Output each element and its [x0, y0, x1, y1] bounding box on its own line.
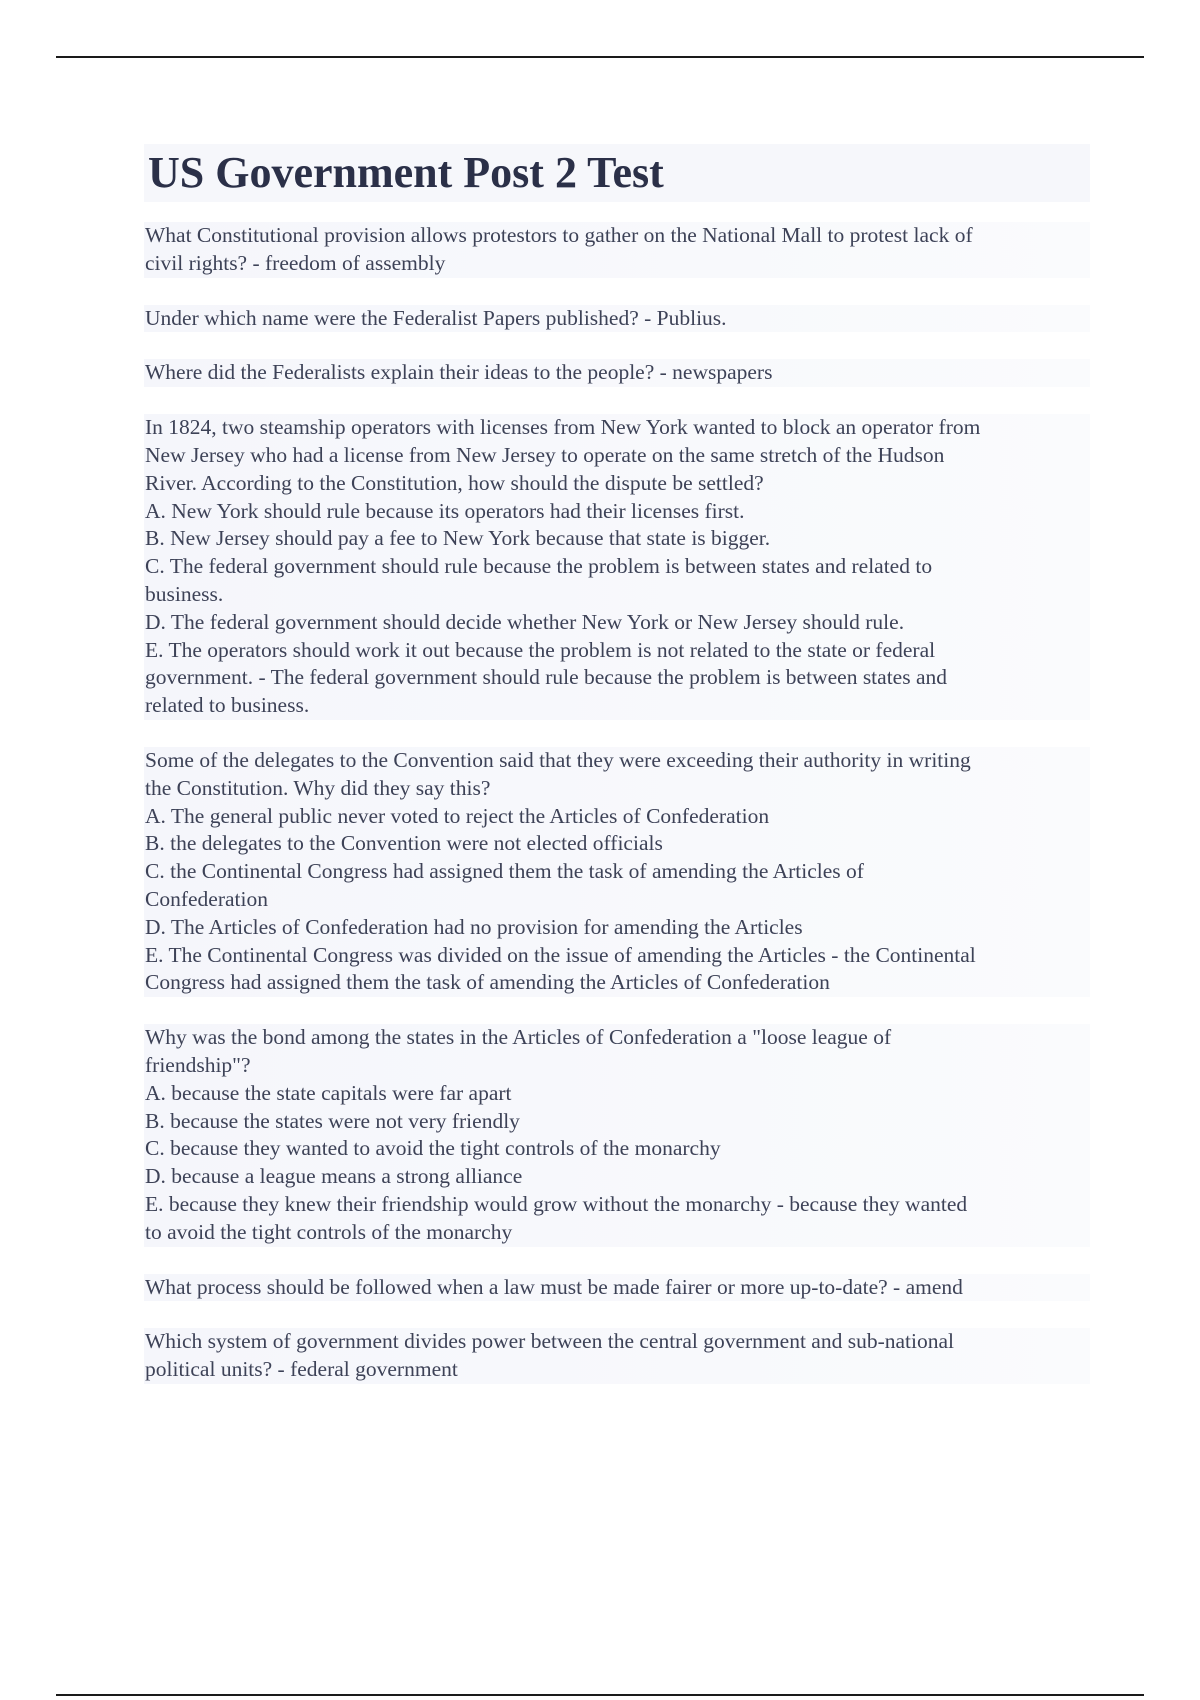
question-line: [144, 858, 1090, 886]
question-line: [144, 914, 1090, 942]
question-line: [144, 1163, 1090, 1191]
top-rule: [56, 56, 1144, 58]
question-line-text: E. The Continental Congress was divided on the issue of amending the Articles - the Continental: [145, 942, 976, 967]
question-line-text: government. - The federal government should rule because the problem is between states and: [145, 665, 947, 690]
question-line-text: Why was the bond among the states in the Articles of Confederation a "loose league of: [145, 1025, 892, 1050]
question-line-text: friendship"?: [145, 1052, 251, 1077]
question-line: [144, 498, 1090, 526]
question-line-text: What process should be followed when a law must be made fairer or more up-to-date? - amend: [145, 1274, 963, 1299]
document-body: [144, 144, 1090, 1411]
question-line: [144, 637, 1090, 665]
question-line: [144, 1052, 1090, 1080]
question-line: [144, 1356, 1090, 1384]
question-line-text: Where did the Federalists explain their ideas to the people? - newspapers: [145, 360, 773, 385]
question-line: [144, 1219, 1090, 1247]
question-block: [144, 1274, 1090, 1302]
question-line: [144, 581, 1090, 609]
question-line: [144, 359, 1090, 387]
question-line-text: civil rights? - freedom of assembly: [145, 250, 446, 275]
question-line-text: business.: [145, 581, 224, 606]
question-block: [144, 747, 1090, 997]
question-line-text: Which system of government divides power between the central government and sub-national: [145, 1329, 954, 1354]
question-line-text: D. because a league means a strong alliance: [145, 1164, 523, 1189]
question-line-text: E. because they knew their friendship would grow without the monarchy - because they wanted: [145, 1191, 968, 1216]
question-block: [144, 359, 1090, 387]
question-line: [144, 1108, 1090, 1136]
question-line-text: Confederation: [145, 886, 268, 911]
question-line: [144, 305, 1090, 333]
question-line: [144, 692, 1090, 720]
question-line-text: What Constitutional provision allows protestors to gather on the National Mall to protest lack of: [145, 223, 973, 247]
question-line: [144, 553, 1090, 581]
question-line: [144, 969, 1090, 997]
question-line: [144, 942, 1090, 970]
question-line: [144, 525, 1090, 553]
question-line: [144, 886, 1090, 914]
question-line-text: related to business.: [145, 693, 310, 718]
question-line: [144, 664, 1090, 692]
question-block: [144, 222, 1090, 278]
question-line: [144, 747, 1090, 775]
question-line: [144, 250, 1090, 278]
question-line-text: to avoid the tight controls of the monarchy: [145, 1219, 513, 1244]
question-line: [144, 1135, 1090, 1163]
question-line-text: B. because the states were not very friendly: [145, 1108, 520, 1133]
question-line-text: B. the delegates to the Convention were not elected officials: [145, 831, 663, 856]
question-line: [144, 1024, 1090, 1052]
question-line-text: E. The operators should work it out because the problem is not related to the state or federal: [145, 637, 936, 662]
question-line-text: A. The general public never voted to reject the Articles of Confederation: [145, 803, 770, 828]
question-line-text: the Constitution. Why did they say this?: [145, 775, 491, 800]
question-block: [144, 414, 1090, 720]
question-line-text: A. because the state capitals were far apart: [145, 1080, 512, 1105]
bottom-rule: [56, 1694, 1144, 1696]
question-line: [144, 442, 1090, 470]
question-line-text: political units? - federal government: [145, 1357, 458, 1382]
question-line: [144, 775, 1090, 803]
question-line-text: River. According to the Constitution, how should the dispute be settled?: [145, 470, 764, 495]
question-line-text: Congress had assigned them the task of amending the Articles of Confederation: [145, 970, 830, 995]
question-block: [144, 305, 1090, 333]
question-block: [144, 1024, 1090, 1246]
question-line-text: C. The federal government should rule because the problem is between states and related to: [145, 554, 933, 579]
question-line: [144, 830, 1090, 858]
question-line-text: New Jersey who had a license from New Jersey to operate on the same stretch of the Hudson: [145, 442, 945, 467]
question-line: [144, 1274, 1090, 1302]
title-bar: [144, 144, 1090, 202]
question-line: [144, 470, 1090, 498]
question-line-text: D. The federal government should decide whether New York or New Jersey should rule.: [145, 609, 905, 634]
question-line-text: C. the Continental Congress had assigned them the task of amending the Articles of: [145, 859, 864, 884]
question-line: [144, 1191, 1090, 1219]
question-line: [144, 1328, 1090, 1356]
document-title: US Government Post 2 Test: [148, 148, 664, 197]
question-line-text: D. The Articles of Confederation had no provision for amending the Articles: [145, 914, 803, 939]
question-line: [144, 609, 1090, 637]
question-line-text: B. New Jersey should pay a fee to New York because that state is bigger.: [145, 526, 771, 551]
question-line: [144, 222, 1090, 250]
question-block: [144, 1328, 1090, 1384]
question-line-text: Under which name were the Federalist Papers published? - Publius.: [145, 305, 727, 330]
question-line-text: In 1824, two steamship operators with licenses from New York wanted to block an operator from: [145, 415, 981, 440]
question-line: [144, 414, 1090, 442]
question-line-text: A. New York should rule because its operators had their licenses first.: [145, 498, 745, 523]
question-line: [144, 1080, 1090, 1108]
question-list: [144, 222, 1090, 1384]
question-line: [144, 803, 1090, 831]
question-line-text: C. because they wanted to avoid the tight controls of the monarchy: [145, 1136, 721, 1161]
question-line-text: Some of the delegates to the Convention said that they were exceeding their authority in writing: [145, 747, 971, 772]
